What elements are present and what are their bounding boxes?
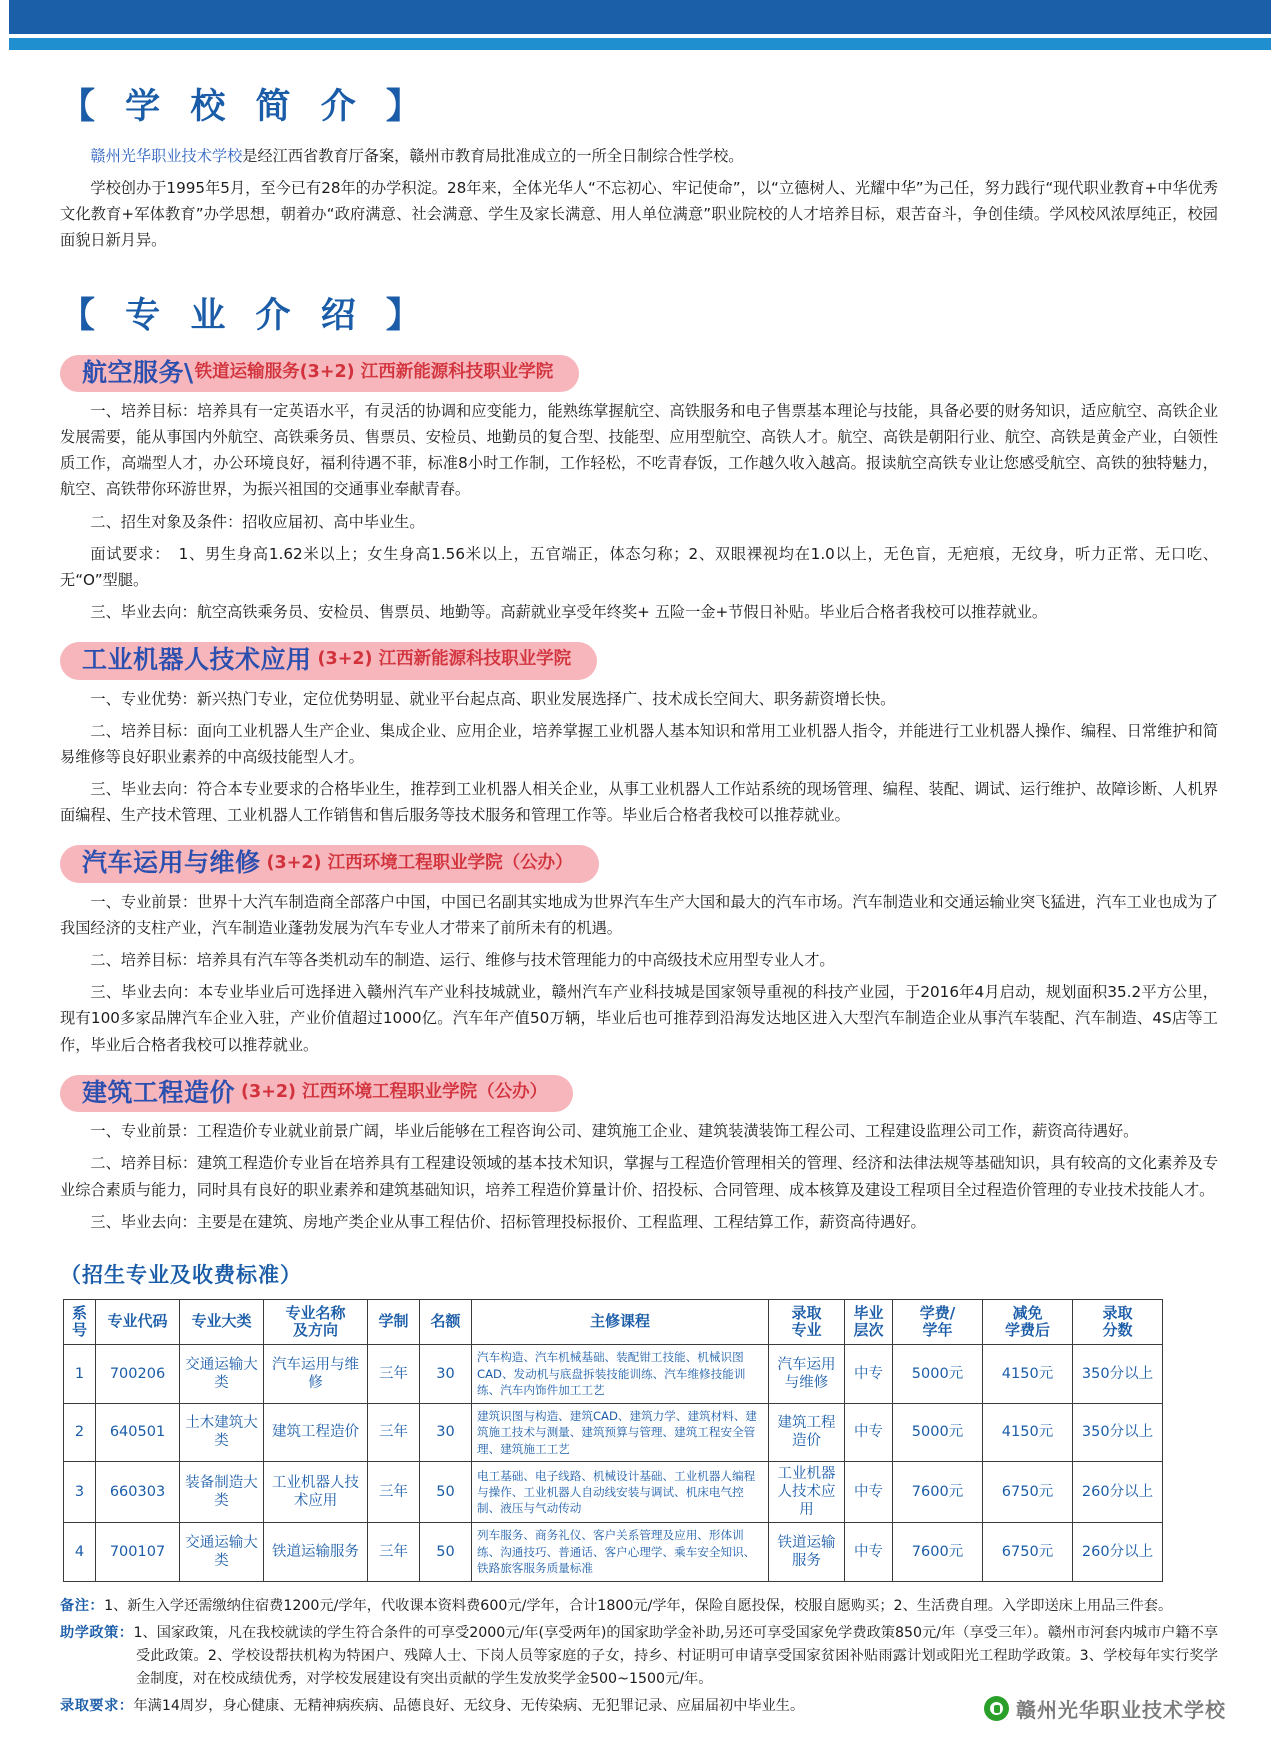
col-header-quota: 名额	[420, 1299, 472, 1345]
footer-school-name: 赣州光华职业技术学校	[1016, 1698, 1226, 1722]
major-badge-subtitle: (3+2) 江西新能源科技职业学院	[317, 649, 572, 670]
banner-right-edge	[1271, 0, 1280, 50]
major-paragraph: 面试要求： 1、男生身高1.62米以上；女生身高1.56米以上，五官端正，体态匀称；2、双眼裸视均在1.0以上，无色盲，无疤痕，无纹身，听力正常、无口吃、无“O”型腿。	[60, 544, 1218, 589]
major-badge-subtitle: (3+2) 江西环境工程职业学院（公办）	[241, 1081, 548, 1102]
col-header-line1: 专业名称	[285, 1303, 346, 1322]
major-body-aviation	[60, 398, 1218, 625]
banner-dark-bar	[0, 0, 1280, 34]
cell-level: 中专	[845, 1523, 893, 1581]
cell-courses: 建筑识图与构造、建筑CAD、建筑力学、建筑材料、建筑施工技术与测量、建筑预算与管理、建筑工程安全管理、建筑施工工艺	[472, 1403, 769, 1461]
cell-no: 4	[64, 1523, 96, 1581]
col-header-line1: 系	[71, 1303, 87, 1322]
major-badge-subtitle: (3+2) 江西环境工程职业学院（公办）	[266, 852, 573, 873]
col-header-category: 专业大类	[180, 1299, 264, 1345]
major-paragraph: 三、毕业去向：主要是在建筑、房地产类企业从事工程估价、招标管理投标报价、工程监理、工程结算工作，薪资高待遇好。	[90, 1212, 926, 1231]
major-badge-title: 航空服务\	[82, 357, 194, 387]
col-header-no	[64, 1299, 96, 1345]
major-paragraph: 二、培养目标：建筑工程造价专业旨在培养具有工程建设领域的基本技术知识，掌握与工程造价管理相关的管理、经济和法律法规等基础知识，具有较高的文化素养及专业综合素质与能力，同时具有良好的职业素养和建筑基础知识，培养工程造价算量计价、招投标、合同管理、成本核算及建设工程项目全过程造价管理的专业技术技能人才。	[60, 1154, 1218, 1199]
col-header-line1: 录取	[791, 1303, 822, 1322]
col-header-reduced	[983, 1299, 1073, 1345]
cell-fee: 5000元	[893, 1345, 983, 1403]
cell-fee: 7600元	[893, 1523, 983, 1581]
note-label: 助学政策：	[60, 1624, 134, 1641]
col-header-level	[845, 1299, 893, 1345]
cell-admission: 工业机器人技术应用	[769, 1462, 845, 1523]
cell-score: 350分以上	[1073, 1345, 1163, 1403]
footer-watermark	[984, 1694, 1226, 1723]
major-badge-auto-repair	[60, 845, 599, 883]
col-header-line2: 号	[71, 1321, 87, 1340]
cell-quota: 30	[420, 1403, 472, 1461]
top-banner	[0, 0, 1280, 50]
cell-no: 1	[64, 1345, 96, 1403]
table-row	[64, 1462, 1163, 1523]
cell-name: 工业机器人技术应用	[264, 1462, 368, 1523]
cell-length: 三年	[368, 1345, 420, 1403]
col-header-score	[1073, 1299, 1163, 1345]
major-badge-construction-cost	[60, 1075, 573, 1113]
col-header-code: 专业代码	[96, 1299, 180, 1345]
major-body-auto-repair	[60, 889, 1218, 1058]
table-row	[64, 1345, 1163, 1403]
cell-level: 中专	[845, 1462, 893, 1523]
major-paragraph: 二、招生对象及条件：招收应届初、高中毕业生。	[90, 512, 425, 531]
col-header-line2: 学费后	[1004, 1321, 1050, 1340]
cell-admission: 汽车运用与维修	[769, 1345, 845, 1403]
cell-name: 汽车运用与维修	[264, 1345, 368, 1403]
cell-category: 装备制造大类	[180, 1462, 264, 1523]
col-header-line1: 学费/	[919, 1303, 956, 1322]
cell-code: 700206	[96, 1345, 180, 1403]
banner-left-edge	[0, 0, 9, 50]
col-header-line1: 录取	[1102, 1303, 1133, 1322]
cell-reduced: 4150元	[983, 1403, 1073, 1461]
col-header-line2: 及方向	[292, 1321, 338, 1340]
cell-fee: 7600元	[893, 1462, 983, 1523]
banner-light-bar	[0, 38, 1280, 50]
cell-category: 交通运输大类	[180, 1345, 264, 1403]
major-body-industrial-robot	[60, 686, 1218, 829]
major-paragraph: 一、培养目标：培养具有一定英语水平，有灵活的协调和应变能力，能熟练掌握航空、高铁服务和电子售票基本理论与技能，具备必要的财务知识，适应航空、高铁企业发展需要，能从事国内外航空、高铁乘务员、售票员、安检员、地勤员的复合型、技能型、应用型航空、高铁人才。航空、高铁是朝阳行业、航空、高铁是黄金产业，白领性质工作，高端型人才，办公环境良好，福利待遇不菲，标准8小时工作制，工作轻松，不吃青春饭，工作越久收入越高。报读航空高铁专业让您感受航空、高铁的独特魅力，航空、高铁带你环游世界，为振兴祖国的交通事业奉献青春。	[60, 402, 1218, 499]
cell-category: 土木建筑大类	[180, 1403, 264, 1461]
major-paragraph: 一、专业前景：工程造价专业就业前景广阔，毕业后能够在工程咨询公司、建筑施工企业、建筑装潢装饰工程公司、工程建设监理公司工作，薪资高待遇好。	[90, 1122, 1139, 1141]
note-label: 录取要求：	[60, 1697, 134, 1714]
cell-level: 中专	[845, 1345, 893, 1403]
school-intro-paragraph-1	[60, 143, 1218, 169]
cell-level: 中专	[845, 1403, 893, 1461]
fee-table	[63, 1299, 1163, 1582]
col-header-line2: 专业	[791, 1321, 822, 1340]
major-paragraph: 二、培养目标：面向工业机器人生产企业、集成企业、应用企业，培养掌握工业机器人基本知识和常用工业机器人指令，并能进行工业机器人操作、编程、日常维护和简易维修等良好职业素养的中高级技能型人才。	[60, 721, 1218, 766]
col-header-length: 学制	[368, 1299, 420, 1345]
cell-code: 640501	[96, 1403, 180, 1461]
col-header-fee	[893, 1299, 983, 1345]
cell-code: 700107	[96, 1523, 180, 1581]
table-row	[64, 1403, 1163, 1461]
major-paragraph: 一、专业前景：世界十大汽车制造商全部落户中国，中国已名副其实地成为世界汽车生产大国和最大的汽车市场。汽车制造业和交通运输业突飞猛进，汽车工业也成为了我国经济的支柱产业，汽车制造业蓬勃发展为汽车专业人才带来了前所未有的机遇。	[60, 892, 1218, 938]
cell-admission: 建筑工程造价	[769, 1403, 845, 1461]
major-badge-subtitle: 铁道运输服务(3+2) 江西新能源科技职业学院	[194, 361, 554, 382]
cell-reduced: 4150元	[983, 1345, 1073, 1403]
cell-courses: 汽车构造、汽车机械基础、装配钳工技能、机械识图CAD、发动机与底盘拆装技能训练、汽车维修技能训练、汽车内饰件加工工艺	[472, 1345, 769, 1403]
col-header-line1: 减免	[1012, 1303, 1043, 1322]
major-body-construction-cost	[60, 1118, 1218, 1235]
cell-score: 350分以上	[1073, 1403, 1163, 1461]
cell-quota: 30	[420, 1345, 472, 1403]
cell-admission: 铁道运输服务	[769, 1523, 845, 1581]
note-text: 1、新生入学还需缴纳住宿费1200元/学年，代收课本资料费600元/学年，合计1800元/学年，保险自愿投保，校服自愿购买；2、生活费自理。入学即送床上用品三件套。	[104, 1597, 1173, 1614]
col-header-courses: 主修课程	[472, 1299, 769, 1345]
fee-table-title: （招生专业及收费标准）	[60, 1262, 302, 1287]
fee-table-header-row	[64, 1299, 1163, 1345]
school-intro-p1-rest: 是经江西省教育厅备案，赣州市教育局批准成立的一所全日制综合性学校。	[242, 147, 744, 165]
cell-length: 三年	[368, 1523, 420, 1581]
col-header-line2: 层次	[853, 1321, 884, 1340]
wechat-icon	[984, 1696, 1009, 1721]
cell-no: 3	[64, 1462, 96, 1523]
cell-name: 建筑工程造价	[264, 1403, 368, 1461]
note-financial-aid	[60, 1622, 1218, 1691]
cell-code: 660303	[96, 1462, 180, 1523]
school-intro-heading: 【 学 校 简 介 】	[60, 86, 430, 127]
cell-courses: 电工基础、电子线路、机械设计基础、工业机器人编程与操作、工业机器人自动线安装与调试、机床电气控制、液压与气动传动	[472, 1462, 769, 1523]
note-remark	[60, 1595, 1218, 1618]
school-intro-paragraph-2: 学校创办于1995年5月，至今已有28年的办学积淀。28年来，全体光华人“不忘初心、牢记使命”，以“立德树人、光耀中华”为己任，努力践行“现代职业教育+中华优秀文化教育+军体教育”办学思想，朝着办“政府满意、社会满意、学生及家长满意、用人单位满意”职业院校的人才培养目标，艰苦奋斗，争创佳绩。学风校风浓厚纯正，校园面貌日新月异。	[60, 179, 1218, 250]
cell-fee: 5000元	[893, 1403, 983, 1461]
major-paragraph: 一、专业优势：新兴热门专业，定位优势明显、就业平台起点高、职业发展选择广、技术成长空间大、职务薪资增长快。	[90, 689, 896, 708]
major-paragraph: 三、毕业去向：本专业毕业后可选择进入赣州汽车产业科技城就业，赣州汽车产业科技城是国家领导重视的科技产业园，于2016年4月启动，规划面积35.2平方公里，现有100多家品牌汽车企业入驻，产业价值超过1000亿。汽车年产值50万辆，毕业后也可推荐到沿海发达地区进入大型汽车制造企业从事汽车装配、汽车制造、4S店等工作，毕业后合格者我校可以推荐就业。	[60, 983, 1218, 1054]
major-paragraph: 三、毕业去向：符合本专业要求的合格毕业生，推荐到工业机器人相关企业，从事工业机器人工作站系统的现场管理、编程、装配、调试、运行维护、故障诊断、人机界面编程、生产技术管理、工业机器人工作销售和售后服务等技术服务和管理工作等。毕业后合格者我校可以推荐就业。	[60, 780, 1218, 825]
cell-length: 三年	[368, 1403, 420, 1461]
cell-length: 三年	[368, 1462, 420, 1523]
col-header-line2: 学年	[922, 1321, 953, 1340]
major-badge-title: 工业机器人技术应用	[82, 645, 312, 675]
col-header-name	[264, 1299, 368, 1345]
cell-name: 铁道运输服务	[264, 1523, 368, 1581]
table-row	[64, 1523, 1163, 1581]
cell-score: 260分以上	[1073, 1462, 1163, 1523]
note-text: 年满14周岁，身心健康、无精神病疾病、品德良好、无纹身、无传染病、无犯罪记录、应届届初中毕业生。	[133, 1697, 805, 1714]
major-badge-title: 汽车运用与维修	[82, 848, 261, 878]
cell-quota: 50	[420, 1523, 472, 1581]
major-badge-title: 建筑工程造价	[82, 1077, 236, 1107]
cell-score: 260分以上	[1073, 1523, 1163, 1581]
cell-reduced: 6750元	[983, 1462, 1073, 1523]
cell-reduced: 6750元	[983, 1523, 1073, 1581]
page-content	[0, 79, 1280, 1718]
major-badge-industrial-robot	[60, 642, 597, 680]
col-header-admission	[769, 1299, 845, 1345]
col-header-line1: 毕业	[853, 1303, 884, 1322]
col-header-line2: 分数	[1102, 1321, 1133, 1340]
note-text: 1、国家政策，凡在我校就读的学生符合条件的可享受2000元/年(享受两年)的国家助学金补助,另还可享受国家免学费政策850元/年（享受三年）。赣州市河套内城市户籍不享受此政策。2、学校设帮扶机构为特困户、残障人士、下岗人员等家庭的子女，持乡、村证明可申请享受国家贫困补贴雨露计划或阳光工程助学政策。3、学校每年实行奖学金制度，对在校成绩优秀，对学校发展建设有突出贡献的学生发放奖学金500~1500元/年。	[133, 1624, 1218, 1687]
cell-quota: 50	[420, 1462, 472, 1523]
major-intro-heading: 【 专 业 介 绍 】	[60, 294, 430, 336]
major-paragraph: 三、毕业去向：航空高铁乘务员、安检员、售票员、地勤等。高薪就业享受年终奖+ 五险一金+节假日补贴。毕业后合格者我校可以推荐就业。	[90, 603, 1048, 622]
school-name-highlight: 赣州光华职业技术学校	[90, 147, 243, 165]
cell-no: 2	[64, 1403, 96, 1461]
cell-category: 交通运输大类	[180, 1523, 264, 1581]
cell-courses: 列车服务、商务礼仪、客户关系管理及应用、形体训练、沟通技巧、普通话、客户心理学、乘车安全知识、铁路旅客服务质量标准	[472, 1523, 769, 1581]
major-badge-aviation	[60, 355, 579, 393]
major-paragraph: 二、培养目标：培养具有汽车等各类机动车的制造、运行、维修与技术管理能力的中高级技术应用型专业人才。	[90, 951, 835, 970]
note-label: 备注：	[60, 1597, 105, 1614]
